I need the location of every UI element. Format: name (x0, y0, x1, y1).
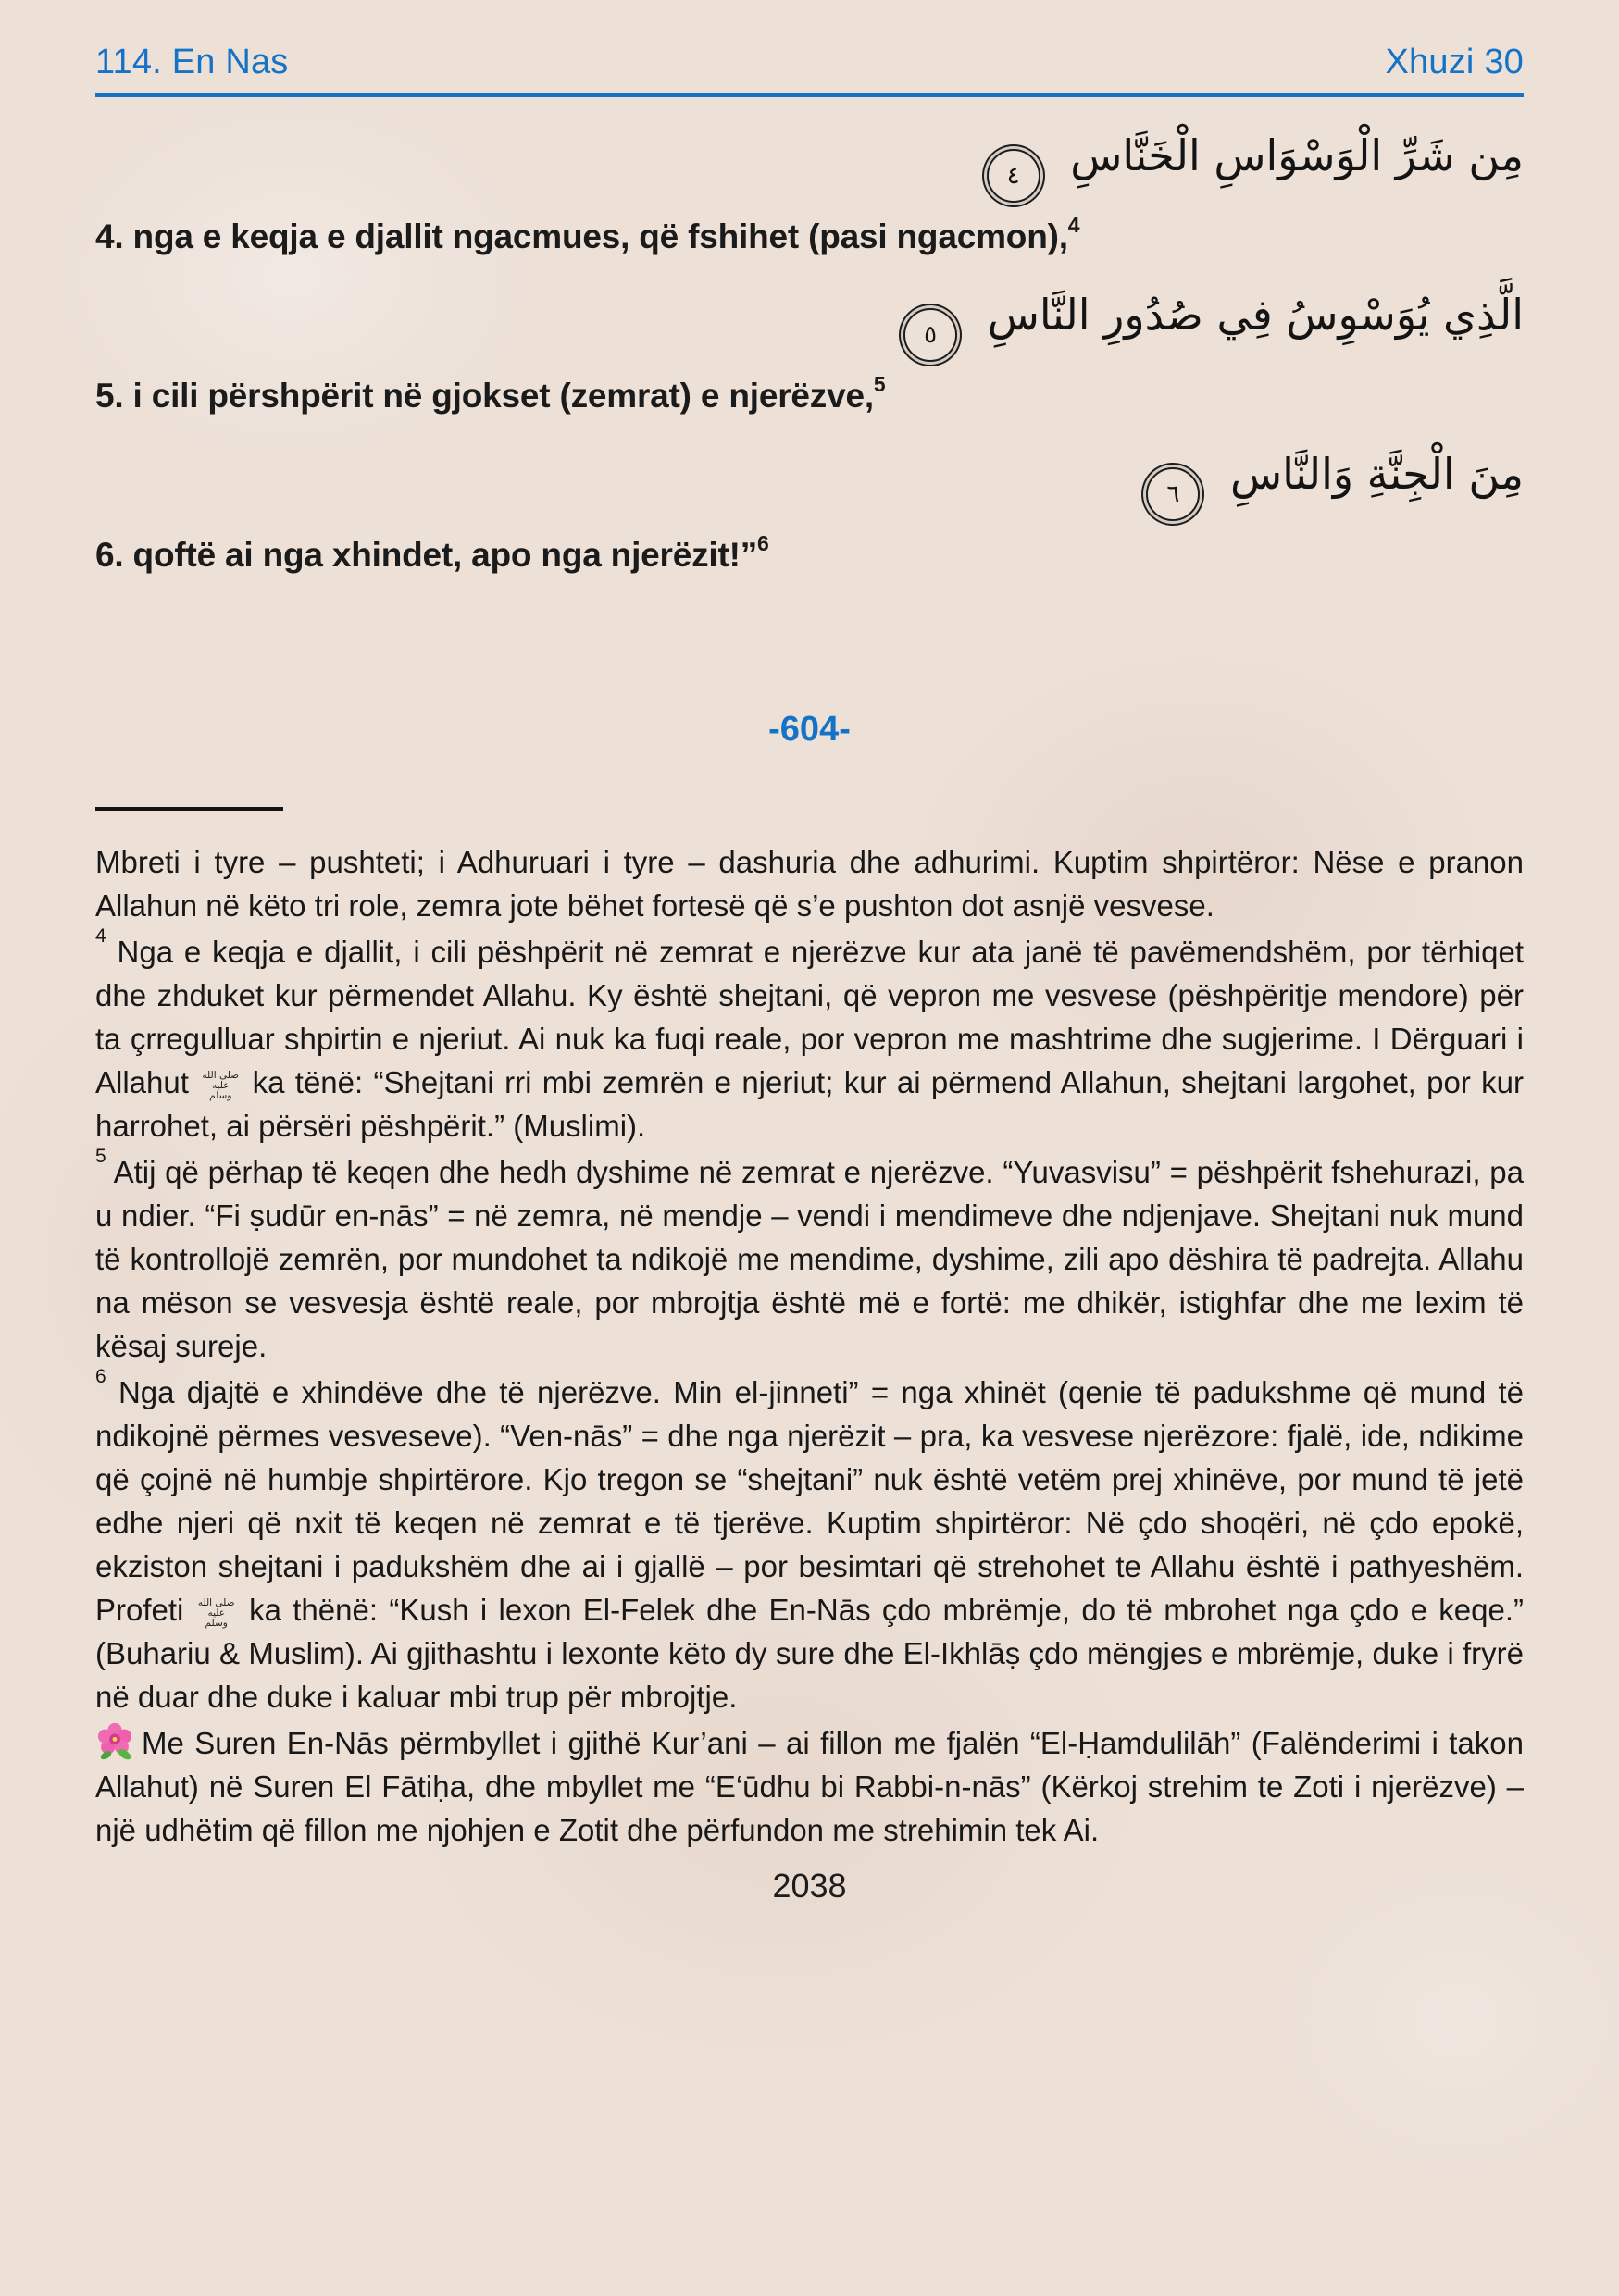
footnote-text: ka thënë: “Kush i lexon El-Felek dhe En-Nās çdo mbrëmje, do të mbrohet nga çdo e keqe.” (Buhariu & Muslim). Ai gjithashtu i lexonte këto dy sure dhe El-Ikhlāṣ çdo mëngjes e mbrëmje, duke i fryrë në duar dhe duke i kaluar mbi trup për mbrojtje. (95, 1593, 1524, 1714)
verse-translation-4 (95, 212, 1524, 256)
footnote-ref: 4 (1067, 212, 1080, 237)
ayah-number: ٥ (924, 321, 938, 349)
translation-text: 5. i cili përshpërit në gjokset (zemrat) e njerëzve, (95, 377, 874, 415)
footnote-6 (95, 1366, 1525, 1719)
footnote-text: Atij që përhap të keqen dhe hedh dyshime në zemrat e njerëzve. “Yuvasvisu” = pëshpërit fshehurazi, pa u ndier. “Fi ṣudūr en-nās” = në zemra, në mendje – vendi i mendimeve dhe ndjenjave. Shejtani nuk mund të kontrollojë zemrën, por mundohet ta ndikojë me mendime, dyshime, zili apo dëshira të padrejta. Allahu na mëson se vesvesja është reale, por mbrojtja është më e fortë: me dhikër, istighfar dhe me lexim të kësaj sureje. (95, 1155, 1524, 1363)
footnote-marker: 4 (95, 925, 106, 947)
ayah-end-ornament-icon (987, 149, 1040, 203)
flower-icon (95, 1722, 134, 1761)
ayah-number: ٦ (1166, 480, 1180, 508)
arabic-ayah-4 (95, 97, 1524, 216)
footnote-marker: 6 (95, 1366, 106, 1387)
footnote-separator (95, 807, 283, 811)
translation-text: 6. qoftë ai nga xhindet, apo nga njerëzit!” (95, 536, 758, 574)
ayah-end-ornament-icon (1146, 467, 1200, 521)
footnote-text: Nga djajtë e xhindëve dhe të njerëzve. Min el-jinneti” = nga xhinët (qenie të padukshme që mund të ndikojnë përmes vesveseve). “Ven-nās” = dhe nga njerëzit – pra, ka vesvese njerëzore: fjalë, ide, ndikime që çojnë në humbje shpirtërore. Kjo tregon se “shejtani” nuk është vetëm prej xhinëve, por mund të jetë edhe njeri që nxit të keqen në zemrat e të tjerëve. Kuptim shpirtëror: Në çdo shoqëri, në çdo epokë, ekziston shejtani i padukshëm dhe ai i gjallë – por besimtari që strehohet te Allahu është i pathyeshëm. Profeti (95, 1375, 1525, 1627)
surah-title: 114. En Nas (95, 43, 289, 81)
arabic-text: مِن شَرِّ الْوَسْوَاسِ الْخَنَّاسِ (1070, 130, 1524, 180)
ayah-end-ornament-icon (903, 308, 957, 362)
footnote-continuation: Mbreti i tyre – pushteti; i Adhuruari i tyre – dashuria dhe adhurimi. Kuptim shpirtëror: Nëse e pranon Allahun në këto tri role, zemra jote bëhet fortesë që s’e pushton dot asnjë vesvese. (95, 845, 1524, 923)
arabic-text: الَّذِي يُوَسْوِسُ فِي صُدُورِ النَّاسِ (987, 290, 1524, 340)
verse-translation-6 (95, 530, 1524, 575)
footnote-text: Me Suren En-Nās përmbyllet i gjithë Kur’ani – ai fillon me fjalën “El-Ḥamdulilāh” (Falënderimi i takon Allahut) në Suren El Fātiḥa, dhe mbyllet me “E‘ūdhu bi Rabbi-n-nās” (Kërkoj strehim te Zoti i njerëzve) – një udhëtim që fillon me njohjen e Zotit dhe përfundon me strehimin tek Ai. (95, 1726, 1524, 1847)
footnote-text: ka tënë: “Shejtani rri mbi zemrën e njeriut; kur ai përmend Allahun, shejtani largohet, por kur harrohet, ai përsëri pëshpërit.” (Muslimi). (95, 1065, 1524, 1143)
saw-honorific-icon: صلى الله عليه وسلم (197, 1596, 235, 1629)
footnote-ref: 6 (757, 530, 769, 555)
footnotes-block (95, 840, 1524, 1852)
mushaf-page-number: -604- (768, 710, 851, 749)
footnote-5 (95, 1146, 1524, 1368)
arabic-text: مِنَ الْجِنَّةِ وَالنَّاسِ (1230, 449, 1524, 499)
arabic-ayah-6 (95, 416, 1524, 534)
verse-block-5 (95, 256, 1524, 416)
verse-translation-5 (95, 371, 1524, 416)
footnote-text: Nga e keqja e djallit, i cili pëshpërit në zemrat e njerëzve kur ata janë të pavëmendshëm, por tërhiqet dhe zhduket kur përmendet Allahu. Ky është shejtani, që vepron me vesvese (pëshpëritje mendore) për ta çrregulluar shpirtin e njeriut. Ai nuk ka fuqi reale, por vepron me mashtrime dhe sugjerime. I Dërguari i Allahut (95, 935, 1524, 1099)
footnote-closing (95, 1721, 1524, 1852)
footnote-marker: 5 (95, 1146, 106, 1167)
ayah-number: ٤ (1006, 162, 1020, 190)
footnote-ref: 5 (873, 371, 886, 396)
footnote-4 (95, 925, 1524, 1148)
verse-block-4 (95, 97, 1524, 256)
arabic-ayah-5 (95, 256, 1524, 375)
book-page-number: 2038 (772, 1867, 847, 1905)
translation-text: 4. nga e keqja e djallit ngacmues, që fshihet (pasi ngacmon), (95, 217, 1068, 255)
juz-label: Xhuzi 30 (1385, 43, 1524, 81)
page-header (95, 43, 1524, 82)
verse-block-6 (95, 416, 1524, 575)
saw-honorific-icon: صلى الله عليه وسلم (202, 1069, 240, 1101)
